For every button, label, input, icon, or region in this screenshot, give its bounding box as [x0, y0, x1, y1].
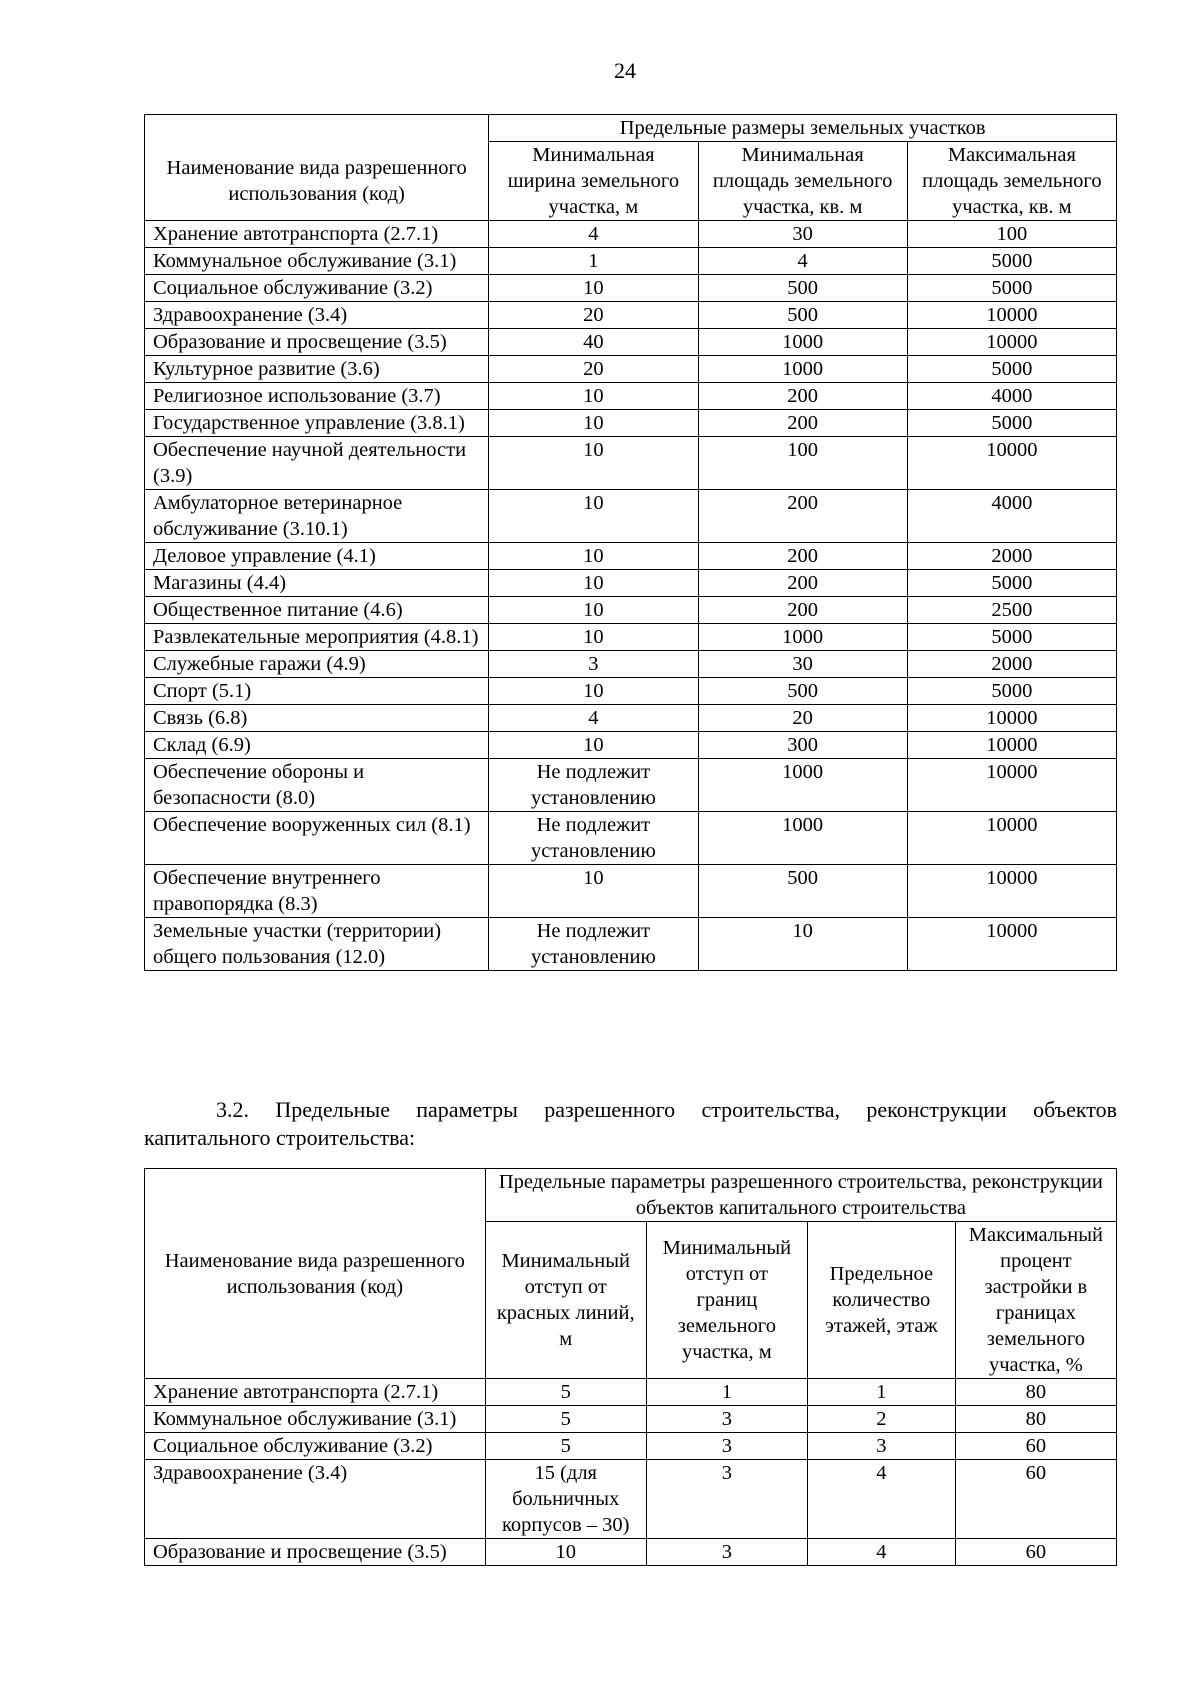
table-row: [145, 678, 1117, 705]
row-value-cell: 10000: [907, 705, 1116, 732]
row-name-cell: Амбулаторное ветеринарное обслуживание (3.10.1): [145, 490, 489, 543]
construction-parameters-table: [144, 1168, 1117, 1566]
row-value-cell: 60: [955, 1460, 1116, 1539]
row-value-cell: 15 (для больничных корпусов – 30): [485, 1460, 646, 1539]
table-row: [145, 812, 1117, 865]
row-name-cell: Связь (6.8): [145, 705, 489, 732]
table1-col-max-area: Максимальная площадь земельного участка, кв. м: [907, 142, 1116, 221]
row-value-cell: 10000: [907, 732, 1116, 759]
row-value-cell: 10000: [907, 329, 1116, 356]
row-name-cell: Здравоохранение (3.4): [145, 302, 489, 329]
row-name-cell: Религиозное использование (3.7): [145, 383, 489, 410]
table-row: [145, 624, 1117, 651]
row-name-cell: Образование и просвещение (3.5): [145, 329, 489, 356]
row-value-cell: 10000: [907, 812, 1116, 865]
row-value-cell: 10: [489, 437, 698, 490]
row-value-cell: 10: [489, 543, 698, 570]
table-row: [145, 275, 1117, 302]
row-value-cell: 5: [485, 1379, 646, 1406]
row-value-cell: 500: [698, 678, 907, 705]
row-value-cell: 4000: [907, 490, 1116, 543]
row-value-cell: 20: [489, 302, 698, 329]
row-name-cell: Магазины (4.4): [145, 570, 489, 597]
table-row: [145, 865, 1117, 918]
row-value-cell: 30: [698, 651, 907, 678]
row-value-cell: 5000: [907, 356, 1116, 383]
row-value-cell: 10: [489, 865, 698, 918]
row-value-cell: 5000: [907, 678, 1116, 705]
row-value-cell: 2000: [907, 543, 1116, 570]
row-value-cell: 2: [807, 1406, 955, 1433]
row-name-cell: Коммунальное обслуживание (3.1): [145, 1406, 486, 1433]
row-value-cell: 60: [955, 1433, 1116, 1460]
table-row: [145, 597, 1117, 624]
row-value-cell: Не подлежит установлению: [489, 812, 698, 865]
table-row: [145, 732, 1117, 759]
table2-col-boundary-setback: Минимальный отступ от границ земельного участка, м: [646, 1222, 807, 1379]
row-value-cell: 10: [485, 1539, 646, 1566]
row-value-cell: 5000: [907, 624, 1116, 651]
row-value-cell: 10: [698, 918, 907, 971]
table-row: [145, 410, 1117, 437]
row-name-cell: Коммунальное обслуживание (3.1): [145, 248, 489, 275]
row-value-cell: 60: [955, 1539, 1116, 1566]
table-row: [145, 221, 1117, 248]
row-value-cell: 10000: [907, 302, 1116, 329]
row-name-cell: Государственное управление (3.8.1): [145, 410, 489, 437]
row-value-cell: Не подлежит установлению: [489, 759, 698, 812]
table-row: [145, 302, 1117, 329]
table2-col-floors: Предельное количество этажей, этаж: [807, 1222, 955, 1379]
row-value-cell: 1000: [698, 759, 907, 812]
row-value-cell: 10: [489, 383, 698, 410]
table1-col-min-area: Минимальная площадь земельного участка, кв. м: [698, 142, 907, 221]
section-heading: [144, 1096, 1117, 1152]
row-value-cell: 5000: [907, 248, 1116, 275]
row-value-cell: 3: [646, 1460, 807, 1539]
row-value-cell: 10000: [907, 437, 1116, 490]
row-value-cell: 4: [489, 221, 698, 248]
row-value-cell: 10: [489, 410, 698, 437]
table-row: [145, 918, 1117, 971]
row-value-cell: 4: [807, 1460, 955, 1539]
row-value-cell: 1000: [698, 812, 907, 865]
table-row: [145, 329, 1117, 356]
row-value-cell: 1000: [698, 329, 907, 356]
row-value-cell: 500: [698, 302, 907, 329]
table-row: [145, 356, 1117, 383]
row-name-cell: Образование и просвещение (3.5): [145, 1539, 486, 1566]
row-value-cell: 3: [807, 1433, 955, 1460]
table2-header-name: Наименование вида разрешенного использования (код): [145, 1169, 486, 1379]
row-value-cell: 500: [698, 865, 907, 918]
table2-col-max-coverage: Максимальный процент застройки в границах земельного участка, %: [955, 1222, 1116, 1379]
row-value-cell: 500: [698, 275, 907, 302]
table-row: [145, 383, 1117, 410]
row-name-cell: Склад (6.9): [145, 732, 489, 759]
row-value-cell: 1000: [698, 624, 907, 651]
row-value-cell: 10000: [907, 918, 1116, 971]
row-value-cell: 100: [907, 221, 1116, 248]
row-value-cell: 5: [485, 1433, 646, 1460]
row-value-cell: 10: [489, 570, 698, 597]
row-value-cell: 3: [646, 1539, 807, 1566]
row-name-cell: Общественное питание (4.6): [145, 597, 489, 624]
table-row: [145, 651, 1117, 678]
row-name-cell: Социальное обслуживание (3.2): [145, 275, 489, 302]
table-row: [145, 759, 1117, 812]
row-value-cell: 5000: [907, 410, 1116, 437]
table-row: [145, 1460, 1117, 1539]
land-plot-size-table: [144, 114, 1117, 971]
row-value-cell: 3: [646, 1433, 807, 1460]
table-row: [145, 490, 1117, 543]
row-value-cell: 200: [698, 543, 907, 570]
row-value-cell: 4: [807, 1539, 955, 1566]
row-value-cell: 10000: [907, 865, 1116, 918]
row-value-cell: 200: [698, 570, 907, 597]
table-row: [145, 570, 1117, 597]
table2-col-red-line-setback: Минимальный отступ от красных линий, м: [485, 1222, 646, 1379]
row-value-cell: 2500: [907, 597, 1116, 624]
row-value-cell: 10000: [907, 759, 1116, 812]
row-value-cell: 100: [698, 437, 907, 490]
row-name-cell: Здравоохранение (3.4): [145, 1460, 486, 1539]
section-number: 3.2.: [216, 1097, 249, 1122]
row-value-cell: 20: [698, 705, 907, 732]
row-value-cell: 5: [485, 1406, 646, 1433]
row-name-cell: Культурное развитие (3.6): [145, 356, 489, 383]
row-name-cell: Обеспечение научной деятельности (3.9): [145, 437, 489, 490]
table-row: [145, 437, 1117, 490]
row-value-cell: 5000: [907, 275, 1116, 302]
table1-header-group: Предельные размеры земельных участков: [489, 115, 1117, 142]
row-value-cell: 200: [698, 597, 907, 624]
row-value-cell: 4: [489, 705, 698, 732]
row-name-cell: Спорт (5.1): [145, 678, 489, 705]
row-value-cell: 20: [489, 356, 698, 383]
row-value-cell: 3: [646, 1406, 807, 1433]
section-text: Предельные параметры разрешенного строительства, реконструкции объектов капитального строительства:: [144, 1097, 1117, 1150]
row-name-cell: Земельные участки (территории) общего пользования (12.0): [145, 918, 489, 971]
table-row: [145, 1539, 1117, 1566]
row-value-cell: 4: [698, 248, 907, 275]
row-value-cell: 300: [698, 732, 907, 759]
row-value-cell: 10: [489, 597, 698, 624]
row-value-cell: 3: [489, 651, 698, 678]
row-value-cell: 1000: [698, 356, 907, 383]
table-row: [145, 248, 1117, 275]
row-value-cell: 200: [698, 490, 907, 543]
row-value-cell: 1: [646, 1379, 807, 1406]
row-name-cell: Обеспечение внутреннего правопорядка (8.3): [145, 865, 489, 918]
page-number: 24: [614, 58, 636, 83]
table-row: [145, 1433, 1117, 1460]
row-name-cell: Социальное обслуживание (3.2): [145, 1433, 486, 1460]
row-name-cell: Хранение автотранспорта (2.7.1): [145, 221, 489, 248]
table1-col-min-width: Минимальная ширина земельного участка, м: [489, 142, 698, 221]
row-value-cell: 2000: [907, 651, 1116, 678]
row-value-cell: 30: [698, 221, 907, 248]
row-value-cell: 10: [489, 678, 698, 705]
row-value-cell: 10: [489, 490, 698, 543]
row-value-cell: 10: [489, 275, 698, 302]
table1-header-name: Наименование вида разрешенного использования (код): [145, 115, 489, 221]
table-row: [145, 1406, 1117, 1433]
row-value-cell: 1: [489, 248, 698, 275]
row-value-cell: Не подлежит установлению: [489, 918, 698, 971]
table-row: [145, 705, 1117, 732]
row-name-cell: Развлекательные мероприятия (4.8.1): [145, 624, 489, 651]
row-value-cell: 10: [489, 732, 698, 759]
row-value-cell: 200: [698, 383, 907, 410]
row-value-cell: 40: [489, 329, 698, 356]
table-row: [145, 543, 1117, 570]
row-value-cell: 200: [698, 410, 907, 437]
row-name-cell: Обеспечение обороны и безопасности (8.0): [145, 759, 489, 812]
row-name-cell: Служебные гаражи (4.9): [145, 651, 489, 678]
row-value-cell: 80: [955, 1379, 1116, 1406]
row-name-cell: Обеспечение вооруженных сил (8.1): [145, 812, 489, 865]
table2-header-group: Предельные параметры разрешенного строительства, реконструкции объектов капитального строительства: [485, 1169, 1116, 1222]
row-name-cell: Хранение автотранспорта (2.7.1): [145, 1379, 486, 1406]
row-value-cell: 1: [807, 1379, 955, 1406]
table-row: [145, 1379, 1117, 1406]
row-value-cell: 4000: [907, 383, 1116, 410]
row-name-cell: Деловое управление (4.1): [145, 543, 489, 570]
row-value-cell: 5000: [907, 570, 1116, 597]
row-value-cell: 80: [955, 1406, 1116, 1433]
row-value-cell: 10: [489, 624, 698, 651]
